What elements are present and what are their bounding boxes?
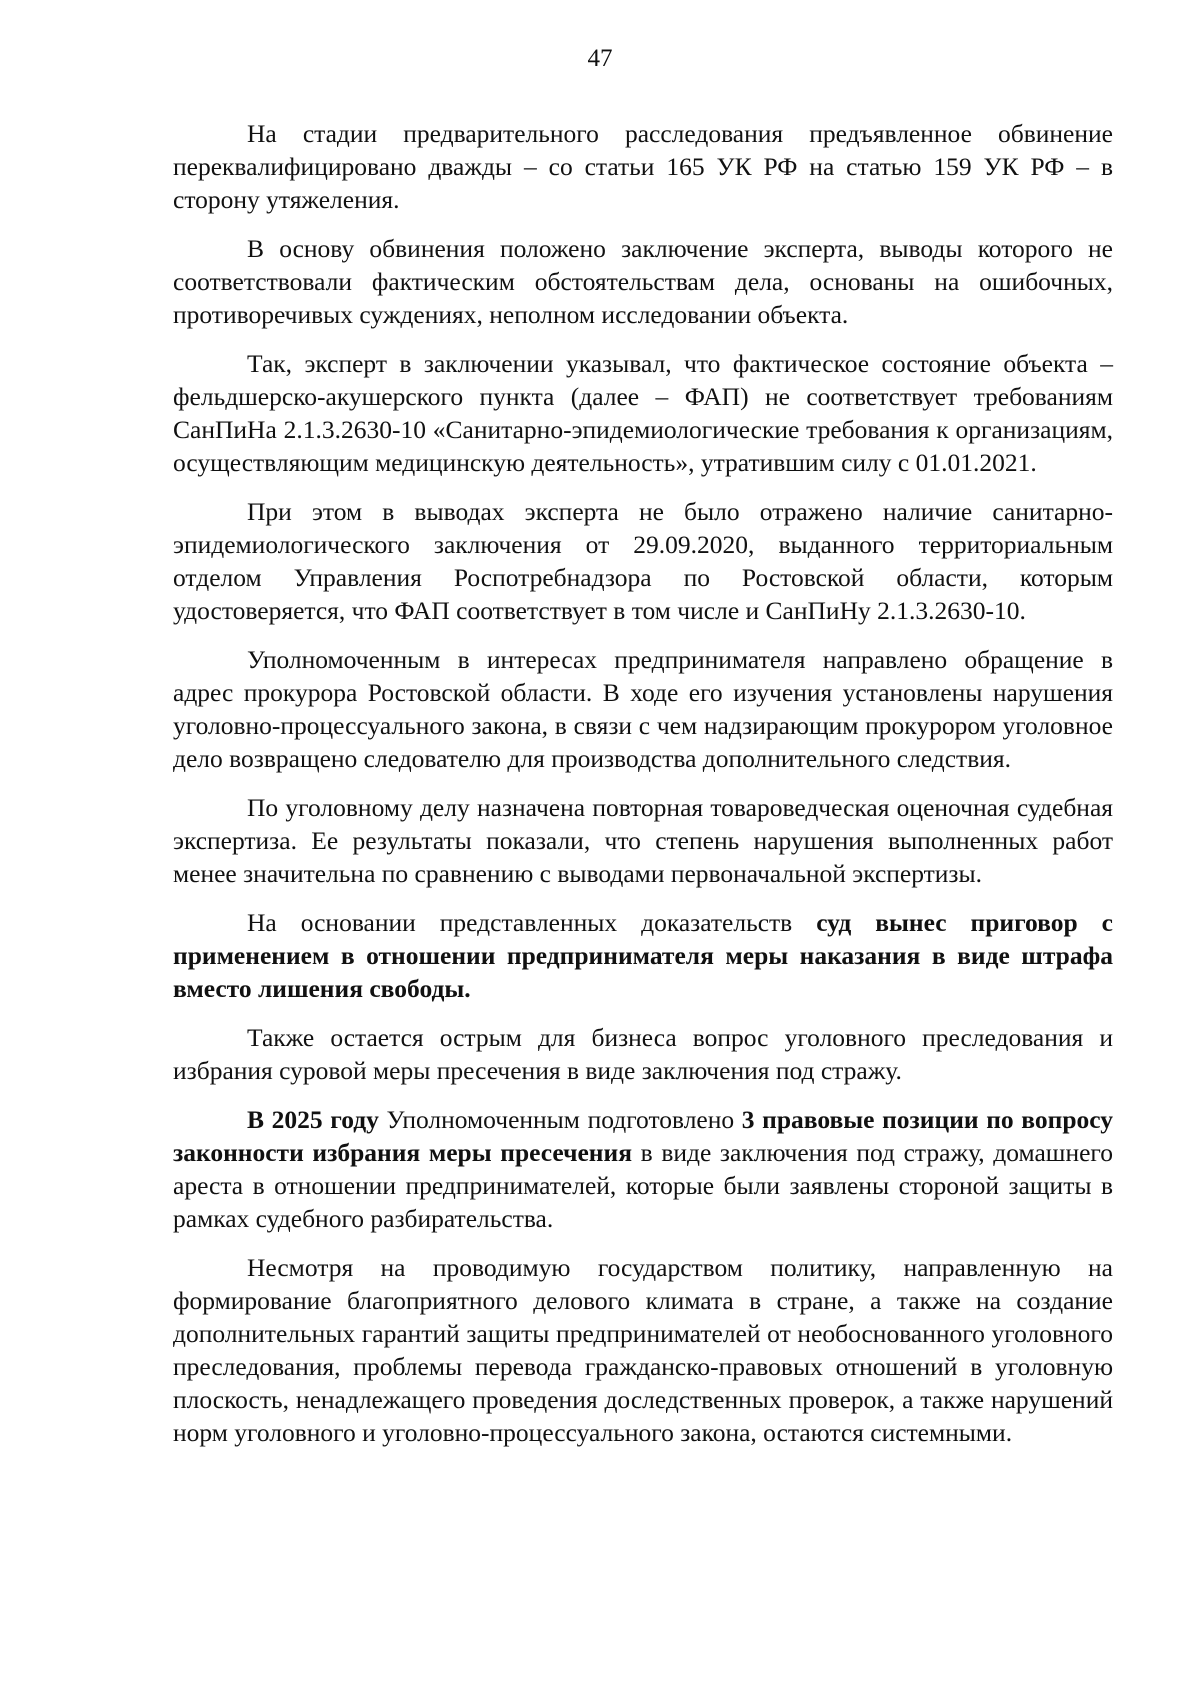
text-segment: Так, эксперт в заключении указывал, что фактическое состояние объекта – фельдшерско-акушерского пункта (далее – ФАП) не соответствует требованиям СанПиНа 2.1.3.2630-10 «Санитарно-эпидемиологические требования к организациям, осуществляющим медицинскую деятельность», утратившим силу с 01.01.2021.	[173, 349, 1113, 477]
paragraph	[173, 906, 1113, 1005]
document-body	[173, 117, 1113, 1449]
paragraph	[173, 1103, 1113, 1235]
text-segment: в виде заключения под стражу, домашнего ареста в отношении предпринимателей, которые были заявлены стороной защиты в рамках судебного разбирательства.	[173, 1138, 1113, 1233]
text-segment: На основании представленных доказательств	[247, 908, 817, 937]
paragraph	[173, 495, 1113, 627]
text-segment: При этом в выводах эксперта не было отражено наличие санитарно-эпидемиологического заключения от 29.09.2020, выданного территориальным отделом Управления Роспотребнадзора по Ростовской области, которым удостоверяется, что ФАП соответствует в том числе и СанПиНу 2.1.3.2630-10.	[173, 497, 1113, 625]
text-segment: В основу обвинения положено заключение эксперта, выводы которого не соответствовали фактическим обстоятельствам дела, основаны на ошибочных, противоречивых суждениях, неполном исследовании объекта.	[173, 234, 1113, 329]
text-segment: По уголовному делу назначена повторная товароведческая оценочная судебная экспертиза. Ее результаты показали, что степень нарушения выполненных работ менее значительна по сравнению с выводами первоначальной экспертизы.	[173, 793, 1113, 888]
paragraph	[173, 643, 1113, 775]
bold-text-segment: суд вынес приговор с применением в отношении предпринимателя меры наказания в виде штрафа вместо лишения свободы.	[173, 908, 1113, 1003]
text-segment: На стадии предварительного расследования предъявленное обвинение переквалифицировано дважды – со статьи 165 УК РФ на статью 159 УК РФ – в сторону утяжеления.	[173, 119, 1113, 214]
page-number: 47	[587, 45, 613, 72]
text-segment: Уполномоченным подготовлено	[378, 1105, 742, 1134]
paragraph	[173, 1251, 1113, 1449]
paragraph	[173, 347, 1113, 479]
text-segment: Несмотря на проводимую государством политику, направленную на формирование благоприятного делового климата в стране, а также на создание дополнительных гарантий защиты предпринимателей от необоснованного уголовного преследования, проблемы перевода гражданско-правовых отношений в уголовную плоскость, ненадлежащего проведения доследственных проверок, а также нарушений норм уголовного и уголовно-процессуального закона, остаются системными.	[173, 1253, 1113, 1447]
text-segment: Также остается острым для бизнеса вопрос уголовного преследования и избрания суровой меры пресечения в виде заключения под стражу.	[173, 1023, 1113, 1085]
paragraph	[173, 791, 1113, 890]
bold-text-segment: В 2025 году	[247, 1105, 379, 1134]
paragraph	[173, 117, 1113, 216]
text-segment: Уполномоченным в интересах предпринимателя направлено обращение в адрес прокурора Ростовской области. В ходе его изучения установлены нарушения уголовно-процессуального закона, в связи с чем надзирающим прокурором уголовное дело возвращено следователю для производства дополнительного следствия.	[173, 645, 1113, 773]
bold-text-segment: 3 правовые позиции по вопросу законности избрания меры пресечения	[173, 1105, 1113, 1167]
paragraph	[173, 1021, 1113, 1087]
paragraph	[173, 232, 1113, 331]
